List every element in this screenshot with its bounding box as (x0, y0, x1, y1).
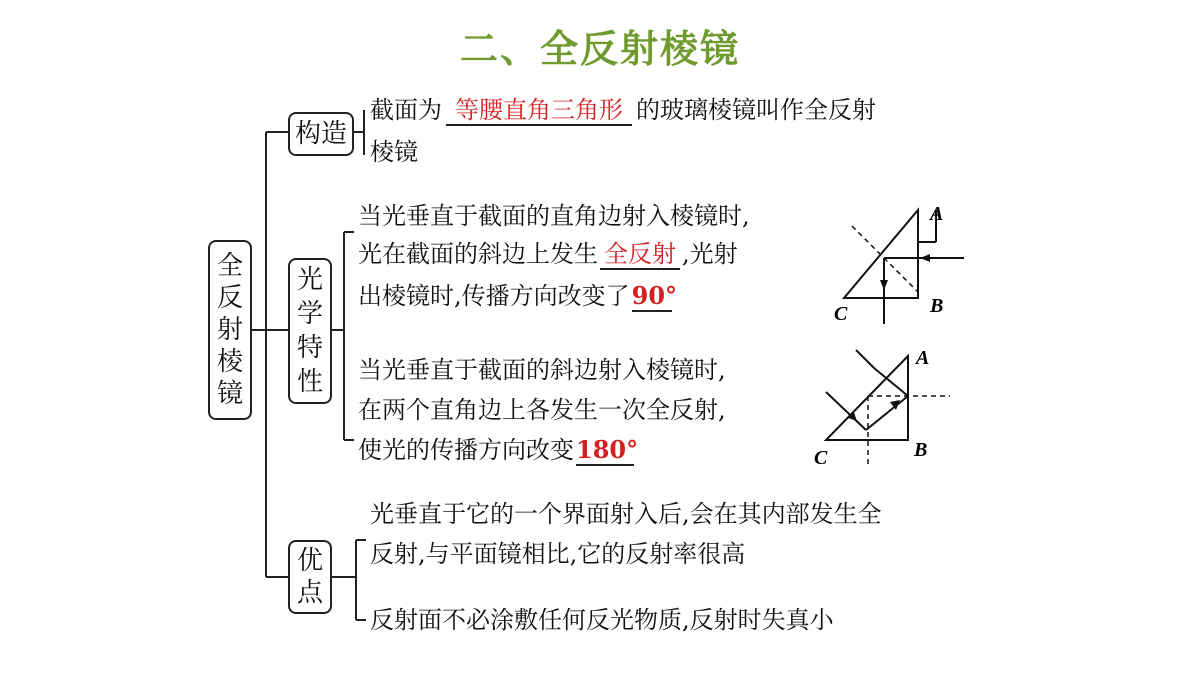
optical-char: 性 (296, 367, 323, 397)
advantage-item-1-line-1: 光垂直于它的一个界面射入后,会在其内部发生全 (370, 500, 882, 528)
root-char: 全 (216, 251, 243, 281)
case1-text: 出棱镜时,传播方向改变了 (358, 282, 630, 310)
vertex-label-c: C (814, 447, 828, 469)
case1-text: ,光射 (682, 240, 738, 268)
advantage-item-1-line-2: 反射,与平面镜相比,它的反射率很高 (370, 540, 746, 568)
case2-line-1: 当光垂直于截面的斜边射入棱镜时, (358, 356, 726, 384)
case1-text: 光在截面的斜边上发生 (358, 240, 598, 268)
root-char: 棱 (216, 347, 243, 377)
advantages-char: 点 (296, 578, 323, 608)
answer-blank: 等腰直角三角形 (446, 96, 632, 126)
case1-line-1: 当光垂直于截面的直角边射入棱镜时, (358, 202, 750, 230)
vertex-label-b: B (930, 295, 944, 317)
case2-line-2: 在两个直角边上各发生一次全反射, (358, 396, 726, 424)
optical-char: 光 (296, 265, 323, 295)
case1-line-3 (358, 278, 678, 314)
root-char: 反 (216, 283, 243, 313)
vertex-label-b: B (914, 439, 928, 461)
construction-node (288, 112, 354, 156)
answer-blank: 90° (631, 281, 678, 310)
construction-text: 截面为 (370, 96, 442, 124)
construction-line-1 (370, 92, 876, 128)
case2-text: 使光的传播方向改变 (358, 436, 574, 464)
construction-line-2: 棱镜 (370, 138, 418, 166)
construction-label: 构造 (294, 119, 347, 149)
vertex-label-a: A (916, 347, 930, 369)
prism-diagram-2 (810, 344, 960, 470)
vertex-label-c: C (834, 303, 848, 325)
optical-char: 特 (296, 333, 323, 363)
root-node (208, 240, 252, 420)
construction-text: 的玻璃棱镜叫作全反射 (636, 96, 876, 124)
case1-line-2 (358, 236, 738, 272)
answer-blank: 180° (576, 435, 639, 464)
case2-line-3 (358, 432, 639, 468)
root-char: 射 (216, 315, 243, 345)
vertex-label-a: A (930, 203, 944, 225)
optical-char: 学 (296, 299, 323, 329)
advantages-node (288, 540, 332, 614)
optical-node (288, 258, 332, 404)
advantage-item-2: 反射面不必涂敷任何反光物质,反射时失真小 (370, 606, 834, 634)
answer-blank: 全反射 (600, 240, 680, 270)
advantages-char: 优 (296, 546, 323, 576)
root-char: 镜 (216, 379, 243, 409)
prism-diagram-1 (826, 198, 976, 326)
page-title: 二、全反射棱镜 (459, 27, 740, 71)
